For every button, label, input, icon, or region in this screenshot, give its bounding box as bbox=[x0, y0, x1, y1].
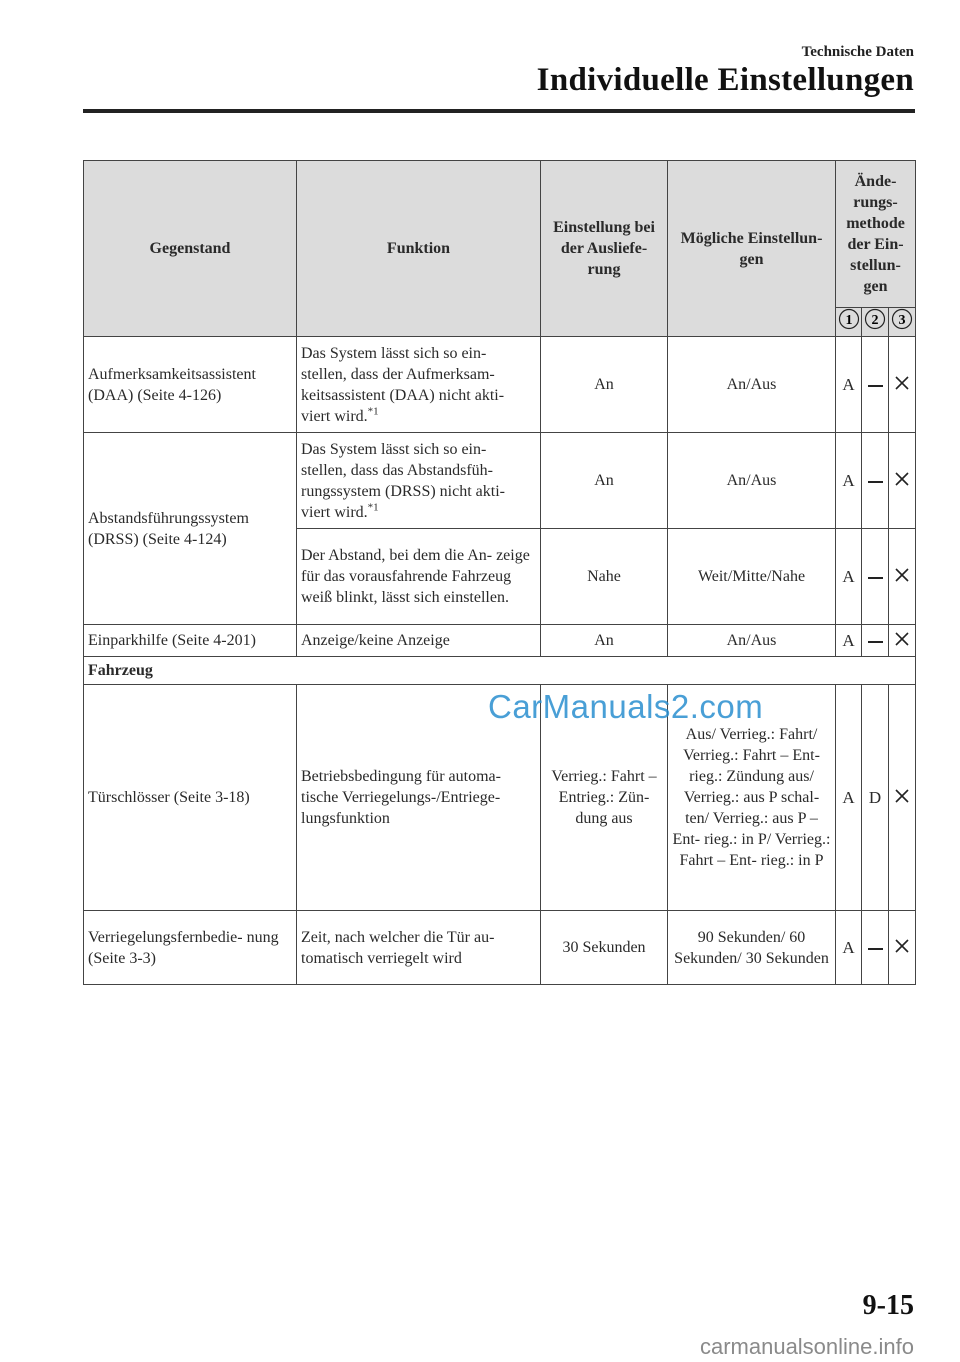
default-cell: An bbox=[541, 625, 668, 657]
method-2-cell bbox=[862, 529, 889, 625]
footer-site[interactable]: carmanualsonline.info bbox=[699, 1334, 914, 1359]
cross-icon bbox=[895, 568, 909, 582]
table-row bbox=[84, 625, 916, 657]
default-cell: An bbox=[541, 337, 668, 433]
method-2-cell: D bbox=[862, 685, 889, 911]
method-number-1 bbox=[836, 308, 862, 337]
circled-number-icon bbox=[864, 308, 886, 330]
col-header-options: Mögliche Einstellun- gen bbox=[668, 161, 836, 337]
method-number-2-text: 2 bbox=[871, 313, 879, 328]
options-cell: An/Aus bbox=[668, 625, 836, 657]
method-number-3 bbox=[889, 308, 916, 337]
method-1-cell: A bbox=[836, 529, 862, 625]
dash-icon bbox=[868, 577, 883, 579]
options-cell: Weit/Mitte/Nahe bbox=[668, 529, 836, 625]
footnote-mark: *1 bbox=[367, 501, 379, 514]
function-text: Das System lässt sich so ein- stellen, dass der Aufmerksam- keitsassistent (DAA) nicht akti- viert wird. bbox=[301, 344, 505, 425]
options-cell: Aus/ Verrieg.: Fahrt/ Verrieg.: Fahrt – Ent- rieg.: Zündung aus/ Verrieg.: aus P schal- ten/ Verrieg.: aus P – Ent- rieg.: in P/ Verrieg.: Fahrt – Ent- rieg.: in P bbox=[668, 685, 836, 911]
function-cell: Anzeige/keine Anzeige bbox=[297, 625, 541, 657]
footnote-mark: *1 bbox=[367, 405, 379, 418]
section-row bbox=[84, 657, 916, 685]
method-3-cell bbox=[889, 337, 916, 433]
method-1-cell: A bbox=[836, 911, 862, 985]
header-row bbox=[84, 161, 916, 308]
dash-icon bbox=[868, 948, 883, 950]
cross-icon bbox=[895, 632, 909, 646]
default-cell: Verrieg.: Fahrt – Entrieg.: Zün- dung aus bbox=[541, 685, 668, 911]
cross-icon bbox=[895, 376, 909, 390]
watermark: CarManuals2.com bbox=[488, 688, 764, 725]
title-rule bbox=[83, 109, 915, 113]
circled-number-icon bbox=[891, 308, 913, 330]
method-number-1-text: 1 bbox=[845, 313, 852, 328]
section-label: Technische Daten bbox=[801, 44, 914, 60]
function-cell: Zeit, nach welcher die Tür au- tomatisch verriegelt wird bbox=[297, 911, 541, 985]
function-cell: Betriebsbedingung für automa- tische Verriegelungs-/Entriege- lungsfunktion bbox=[297, 685, 541, 911]
options-cell: An/Aus bbox=[668, 337, 836, 433]
method-3-cell bbox=[889, 685, 916, 911]
default-cell: An bbox=[541, 433, 668, 529]
method-3-cell bbox=[889, 433, 916, 529]
table-row bbox=[84, 911, 916, 985]
page-title: Individuelle Einstellungen bbox=[536, 62, 914, 98]
method-3-cell bbox=[889, 911, 916, 985]
function-text: Das System lässt sich so ein- stellen, dass das Abstandsfüh- rungssystem (DRSS) nicht akti- viert wird. bbox=[301, 440, 505, 521]
cross-icon bbox=[895, 472, 909, 486]
options-cell: 90 Sekunden/ 60 Sekunden/ 30 Sekunden bbox=[668, 911, 836, 985]
subject-cell: Abstandsführungssystem (DRSS) (Seite 4-124) bbox=[84, 433, 297, 625]
table-row bbox=[84, 337, 916, 433]
method-1-cell: A bbox=[836, 433, 862, 529]
page-number: 9-15 bbox=[862, 1290, 914, 1321]
section-row-label: Fahrzeug bbox=[84, 657, 916, 685]
method-2-cell bbox=[862, 337, 889, 433]
method-2-cell bbox=[862, 625, 889, 657]
circled-number-icon bbox=[838, 308, 860, 330]
options-cell: An/Aus bbox=[668, 433, 836, 529]
cross-icon bbox=[895, 939, 909, 953]
method-number-2 bbox=[862, 308, 889, 337]
method-2-cell bbox=[862, 911, 889, 985]
method-3-cell bbox=[889, 529, 916, 625]
method-1-cell: A bbox=[836, 337, 862, 433]
method-1-cell: A bbox=[836, 685, 862, 911]
cross-icon bbox=[895, 789, 909, 803]
dash-icon bbox=[868, 481, 883, 483]
method-3-cell bbox=[889, 625, 916, 657]
col-header-subject: Gegenstand bbox=[84, 161, 297, 337]
col-header-method: Ände- rungs- methode der Ein- stellun- gen bbox=[836, 161, 916, 308]
method-1-cell: A bbox=[836, 625, 862, 657]
subject-cell: Einparkhilfe (Seite 4-201) bbox=[84, 625, 297, 657]
default-cell: 30 Sekunden bbox=[541, 911, 668, 985]
default-cell: Nahe bbox=[541, 529, 668, 625]
function-cell bbox=[297, 337, 541, 433]
subject-cell: Verriegelungsfernbedie- nung (Seite 3-3) bbox=[84, 911, 297, 985]
dash-icon bbox=[868, 385, 883, 387]
subject-cell: Türschlösser (Seite 3-18) bbox=[84, 685, 297, 911]
function-cell: Der Abstand, bei dem die An- zeige für das vorausfahrende Fahrzeug weiß blinkt, lässt sich einstellen. bbox=[297, 529, 541, 625]
settings-table bbox=[83, 160, 916, 985]
col-header-function: Funktion bbox=[297, 161, 541, 337]
method-number-3-text: 3 bbox=[898, 313, 906, 328]
function-cell bbox=[297, 433, 541, 529]
col-header-default: Einstellung bei der Ausliefe- rung bbox=[541, 161, 668, 337]
subject-cell: Aufmerksamkeitsassistent (DAA) (Seite 4-126) bbox=[84, 337, 297, 433]
method-2-cell bbox=[862, 433, 889, 529]
dash-icon bbox=[868, 641, 883, 643]
table-row bbox=[84, 433, 916, 529]
